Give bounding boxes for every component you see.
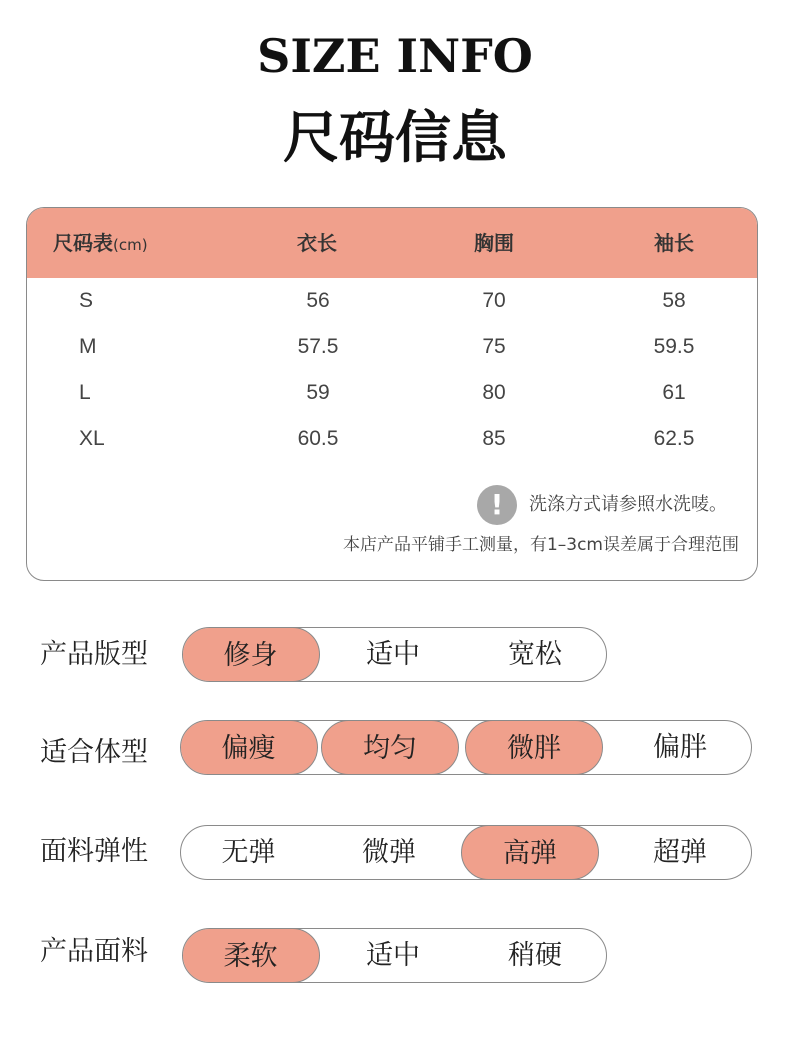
length-cell: 56 xyxy=(306,289,330,312)
sleeve-cell: 59.5 xyxy=(653,335,695,358)
wash-instruction: 洗涤方式请参照水洗唛。 xyxy=(529,494,727,515)
option-average: 均匀 xyxy=(321,720,459,775)
table-row xyxy=(27,324,757,370)
length-cell: 59 xyxy=(306,381,330,404)
title-cn: 尺码信息 xyxy=(283,106,507,171)
option-super-stretch: 超弹 xyxy=(653,836,707,868)
size-cell: M xyxy=(79,335,97,358)
attr-label-fit: 产品版型 xyxy=(40,639,148,670)
chest-cell: 85 xyxy=(482,427,506,450)
attr-label-body-type: 适合体型 xyxy=(40,737,148,768)
header-unit: (cm) xyxy=(113,236,148,254)
option-soft: 柔软 xyxy=(182,928,320,983)
table-row xyxy=(27,416,757,462)
size-table-card xyxy=(26,207,758,581)
option-group-fit xyxy=(182,627,607,682)
size-cell: S xyxy=(79,289,94,312)
measurement-note: 本店产品平铺手工测量，有1–3cm误差属于合理范围 xyxy=(342,535,739,555)
header-sleeve: 袖长 xyxy=(654,231,694,255)
chest-cell: 75 xyxy=(482,335,506,358)
option-high-stretch: 高弹 xyxy=(461,825,599,880)
sleeve-cell: 61 xyxy=(662,381,686,404)
title-en: SIZE INFO xyxy=(257,29,533,83)
exclamation-icon: ! xyxy=(477,485,517,525)
option-group-body-type xyxy=(180,720,752,775)
option-group-elasticity xyxy=(180,825,752,880)
length-cell: 57.5 xyxy=(297,335,339,358)
attr-label-fabric: 产品面料 xyxy=(40,936,148,967)
header-length: 衣长 xyxy=(297,231,337,255)
size-table-header xyxy=(27,208,757,278)
header-size-chart xyxy=(53,208,148,278)
option-no-stretch: 无弹 xyxy=(221,836,276,868)
length-cell: 60.5 xyxy=(297,427,339,450)
header-size-label: 尺码表 xyxy=(53,231,113,255)
header-chest: 胸围 xyxy=(474,231,514,255)
option-slight-stretch: 微弹 xyxy=(362,836,416,868)
option-slightly-plump: 微胖 xyxy=(465,720,603,775)
table-row xyxy=(27,278,757,324)
chest-cell: 70 xyxy=(482,289,506,312)
option-loose: 宽松 xyxy=(508,638,562,670)
table-row xyxy=(27,370,757,416)
option-stiff: 稍硬 xyxy=(508,939,562,971)
size-cell: XL xyxy=(79,427,105,450)
option-slim: 修身 xyxy=(182,627,320,682)
chest-cell: 80 xyxy=(482,381,506,404)
option-group-fabric xyxy=(182,928,607,983)
size-cell: L xyxy=(79,381,91,404)
option-medium: 适中 xyxy=(366,939,420,971)
attr-label-elasticity: 面料弹性 xyxy=(40,836,148,867)
option-regular: 适中 xyxy=(366,638,420,670)
option-plump: 偏胖 xyxy=(653,731,707,763)
option-thin: 偏瘦 xyxy=(180,720,318,775)
sleeve-cell: 62.5 xyxy=(653,427,695,450)
sleeve-cell: 58 xyxy=(662,289,686,312)
